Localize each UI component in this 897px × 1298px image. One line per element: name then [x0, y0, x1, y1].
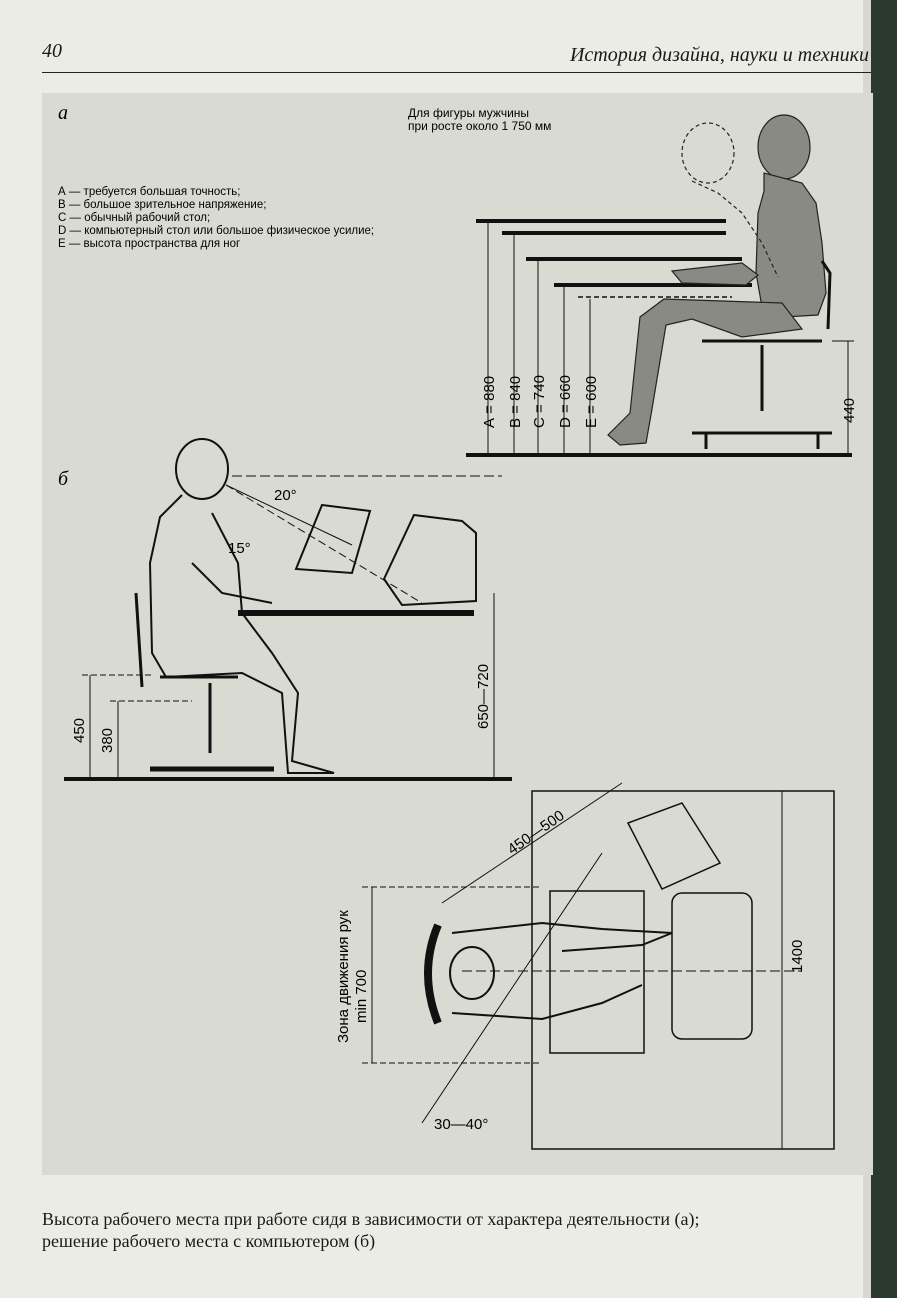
panel-b-monitor	[296, 505, 476, 605]
page-edge-dark	[871, 0, 897, 1298]
legend-item-d: D — компьютерный стол или большое физическое усилие;	[58, 225, 375, 237]
panel-a-dimension-labels	[481, 375, 858, 428]
angle-keyboard-label: 15°	[228, 540, 251, 557]
figure-illustration	[42, 93, 873, 1175]
dim-d: D = 660	[557, 375, 574, 428]
arm-zone-label-line2: min 700	[353, 969, 370, 1023]
running-title: История дизайна, науки и техники	[569, 44, 869, 66]
dim-c: С = 740	[531, 375, 548, 428]
panel-b-dimension-lines	[82, 476, 502, 777]
panel-a-note-line2: при росте около 1 750 мм	[408, 119, 552, 133]
dim-seat-440: 440	[841, 397, 858, 423]
angle-view-label: 20°	[274, 487, 297, 504]
panel-b-side-labels	[71, 487, 492, 753]
header-rule	[42, 72, 871, 73]
panel-a-label: а	[58, 102, 68, 124]
panel-a-seated-figure	[608, 115, 826, 445]
legend-item-c: С — обычный рабочий стол;	[58, 212, 211, 224]
panel-b-label: б	[58, 468, 69, 490]
legend-item-e: Е — высота пространства для ног	[58, 238, 241, 250]
top-view-labels	[335, 807, 806, 1133]
reach-label: 450—500	[504, 807, 568, 859]
legend-item-a: А — требуется большая точность;	[58, 186, 241, 198]
angle-range-label: 30—40°	[434, 1116, 489, 1133]
page-number: 40	[42, 40, 62, 62]
panel-a-note-line1: Для фигуры мужчины	[408, 106, 530, 120]
figure-caption	[42, 1208, 872, 1252]
desk-range-label: 650—720	[475, 663, 492, 729]
dim-e: Е = 600	[583, 375, 600, 428]
seat-380-label: 380	[99, 727, 116, 753]
legend-item-b: В — большое зрительное напряжение;	[58, 199, 267, 211]
top-view-desk	[550, 803, 752, 1053]
panel-b-seated-figure	[150, 439, 334, 773]
depth-1400-label: 1400	[789, 939, 806, 973]
panel-a-legend	[58, 186, 374, 250]
panel-b-chair	[136, 593, 274, 769]
caption-line2: решение рабочего места с компьютером (б)	[42, 1231, 376, 1251]
top-view-chair-back	[428, 925, 438, 1023]
dim-b: В = 840	[507, 375, 524, 428]
dim-a: А = 880	[481, 375, 498, 428]
arm-zone-label-line1: Зона движения рук	[335, 910, 352, 1043]
figure-panel	[42, 93, 873, 1175]
seat-450-label: 450	[71, 717, 88, 743]
caption-line1: Высота рабочего места при работе сидя в зависимости от характера деятельности (а);	[42, 1209, 700, 1229]
